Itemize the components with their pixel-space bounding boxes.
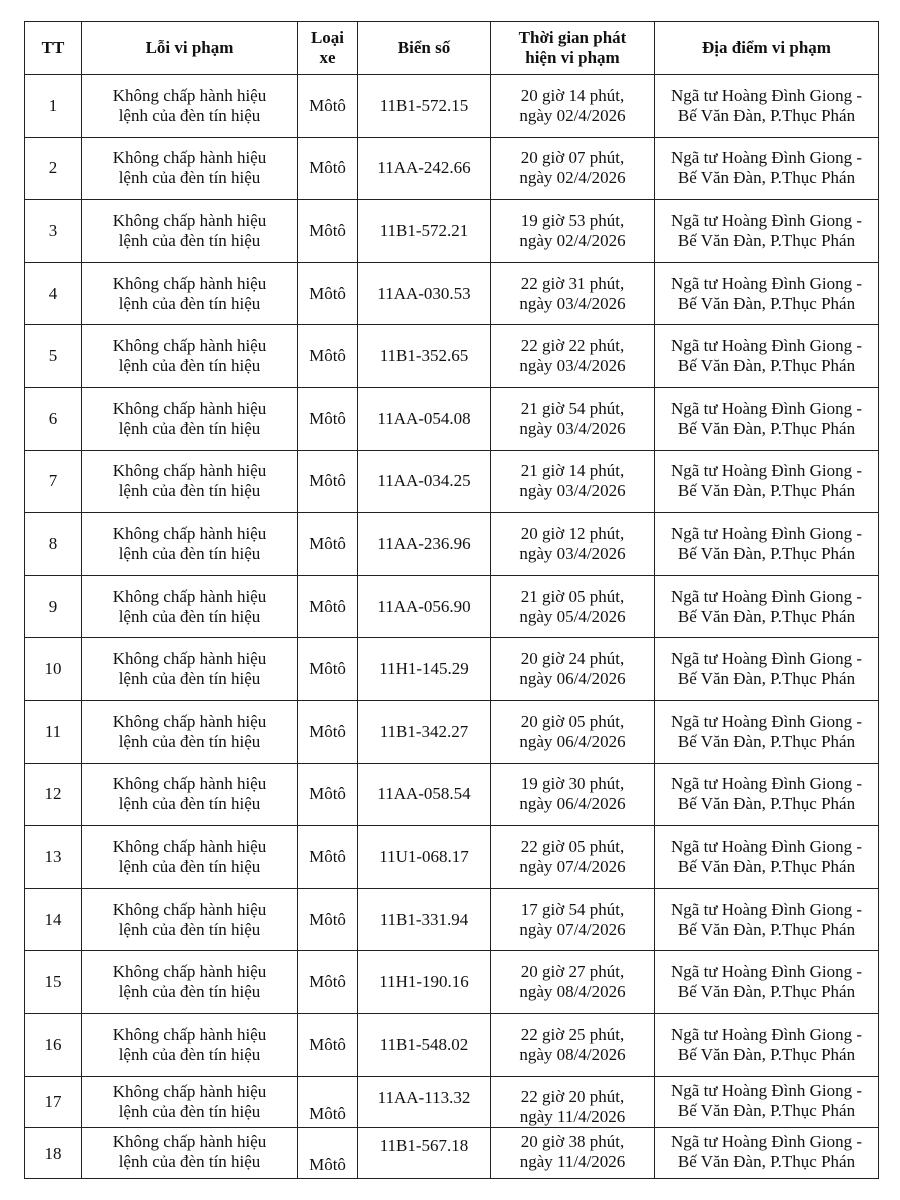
time-cell [491, 575, 655, 638]
violation-line2: lệnh của đèn tín hiệu [118, 1151, 261, 1171]
place-line1: Ngã tư Hoàng Đình Giong - [671, 1080, 862, 1100]
row-index: 3 [25, 200, 82, 263]
place-line2: Bế Văn Đàn, P.Thục Phán [677, 543, 856, 563]
time-cell [491, 638, 655, 701]
place-line1: Ngã tư Hoàng Đình Giong - [671, 273, 862, 293]
table-row [25, 1127, 879, 1178]
time-line2: ngày 06/4/2026 [519, 669, 626, 689]
table-row [25, 951, 879, 1014]
plate-cell: 11B1-572.15 [358, 75, 491, 138]
row-index: 4 [25, 262, 82, 325]
time-line1: 20 giờ 38 phút, [520, 1131, 625, 1151]
place-line1: Ngã tư Hoàng Đình Giong - [671, 1131, 862, 1151]
plate-cell: 11U1-068.17 [358, 826, 491, 889]
violation-cell [82, 450, 298, 513]
time-line2: ngày 02/4/2026 [519, 168, 626, 188]
place-cell [655, 262, 879, 325]
violation-line2: lệnh của đèn tín hiệu [118, 168, 261, 188]
violation-line2: lệnh của đèn tín hiệu [118, 919, 261, 939]
violation-line1: Không chấp hành hiệu [112, 210, 267, 230]
place-line1: Ngã tư Hoàng Đình Giong - [671, 649, 862, 669]
time-cell [491, 826, 655, 889]
place-line2: Bế Văn Đàn, P.Thục Phán [677, 669, 856, 689]
violation-line2: lệnh của đèn tín hiệu [118, 105, 261, 125]
violation-line2: lệnh của đèn tín hiệu [118, 293, 261, 313]
time-line1: 20 giờ 14 phút, [520, 85, 625, 105]
time-line2: ngày 11/4/2026 [519, 1106, 626, 1126]
table-row [25, 450, 879, 513]
vehicle-type-cell: Môtô [298, 450, 358, 513]
place-line1: Ngã tư Hoàng Đình Giong - [671, 774, 862, 794]
time-line1: 22 giờ 20 phút, [520, 1086, 625, 1106]
violation-line1: Không chấp hành hiệu [112, 336, 267, 356]
plate-cell: 11AA-034.25 [358, 450, 491, 513]
vehicle-type-cell: Môtô [298, 826, 358, 889]
vehicle-type-cell: Môtô [298, 763, 358, 826]
vehicle-type-cell: Môtô [298, 951, 358, 1014]
time-cell [491, 763, 655, 826]
violation-cell [82, 951, 298, 1014]
plate-cell: 11B1-352.65 [358, 325, 491, 388]
violation-cell [82, 1127, 298, 1178]
violation-line1: Không chấp hành hiệu [112, 461, 267, 481]
time-line2: ngày 08/4/2026 [519, 1044, 626, 1064]
time-cell [491, 513, 655, 576]
plate-cell: 11H1-145.29 [358, 638, 491, 701]
row-index: 13 [25, 826, 82, 889]
plate-cell: 11B1-548.02 [358, 1013, 491, 1076]
plate-cell: 11H1-190.16 [358, 951, 491, 1014]
time-cell [491, 1127, 655, 1178]
violation-cell [82, 387, 298, 450]
violation-cell [82, 638, 298, 701]
time-line2: ngày 11/4/2026 [519, 1151, 626, 1171]
violation-cell [82, 700, 298, 763]
place-line2: Bế Văn Đàn, P.Thục Phán [677, 356, 856, 376]
place-line2: Bế Văn Đàn, P.Thục Phán [677, 418, 856, 438]
place-line1: Ngã tư Hoàng Đình Giong - [671, 210, 862, 230]
row-index: 6 [25, 387, 82, 450]
violation-line2: lệnh của đèn tín hiệu [118, 1044, 261, 1064]
vehicle-type-cell: Môtô [298, 888, 358, 951]
violation-cell [82, 325, 298, 388]
time-line2: ngày 03/4/2026 [519, 543, 626, 563]
place-cell [655, 638, 879, 701]
violation-line1: Không chấp hành hiệu [112, 899, 267, 919]
plate-cell: 11AA-113.32 [358, 1076, 491, 1127]
time-cell [491, 1013, 655, 1076]
time-line2: ngày 07/4/2026 [519, 856, 626, 876]
row-index: 12 [25, 763, 82, 826]
time-line1: 22 giờ 31 phút, [520, 273, 625, 293]
vehicle-type-cell: Môtô [298, 1076, 358, 1127]
place-cell [655, 951, 879, 1014]
time-line2: ngày 08/4/2026 [519, 982, 626, 1002]
plate-cell: 11B1-331.94 [358, 888, 491, 951]
vehicle-type-cell: Môtô [298, 700, 358, 763]
vehicle-type-cell: Môtô [298, 638, 358, 701]
violation-line1: Không chấp hành hiệu [112, 711, 267, 731]
plate-cell: 11B1-342.27 [358, 700, 491, 763]
violation-line2: lệnh của đèn tín hiệu [118, 543, 261, 563]
time-line2: ngày 07/4/2026 [519, 919, 626, 939]
place-line2: Bế Văn Đàn, P.Thục Phán [677, 731, 856, 751]
row-index: 9 [25, 575, 82, 638]
table-row [25, 513, 879, 576]
time-line1: 19 giờ 30 phút, [520, 774, 625, 794]
header-time-line1: Thời gian phát [518, 28, 627, 47]
time-line2: ngày 02/4/2026 [519, 230, 626, 250]
header-plate: Biển số [358, 22, 491, 75]
time-cell [491, 1076, 655, 1127]
table-row [25, 575, 879, 638]
time-line2: ngày 03/4/2026 [519, 356, 626, 376]
place-line2: Bế Văn Đàn, P.Thục Phán [677, 168, 856, 188]
place-cell [655, 1013, 879, 1076]
row-index: 7 [25, 450, 82, 513]
place-line1: Ngã tư Hoàng Đình Giong - [671, 461, 862, 481]
plate-cell: 11AA-242.66 [358, 137, 491, 200]
row-index: 15 [25, 951, 82, 1014]
place-line2: Bế Văn Đàn, P.Thục Phán [677, 293, 856, 313]
plate-cell: 11AA-054.08 [358, 387, 491, 450]
vehicle-type-cell: Môtô [298, 325, 358, 388]
violation-line1: Không chấp hành hiệu [112, 1081, 267, 1101]
violations-table [24, 21, 879, 1179]
place-cell [655, 325, 879, 388]
row-index: 17 [25, 1076, 82, 1127]
place-cell [655, 888, 879, 951]
place-line1: Ngã tư Hoàng Đình Giong - [671, 148, 862, 168]
place-cell [655, 137, 879, 200]
vehicle-type-cell: Môtô [298, 137, 358, 200]
violation-line2: lệnh của đèn tín hiệu [118, 230, 261, 250]
vehicle-type-cell: Môtô [298, 1127, 358, 1178]
header-index: TT [25, 22, 82, 75]
table-row [25, 325, 879, 388]
place-line2: Bế Văn Đàn, P.Thục Phán [677, 982, 856, 1002]
vehicle-type-cell: Môtô [298, 262, 358, 325]
place-cell [655, 826, 879, 889]
header-time [491, 22, 655, 75]
table-row [25, 1076, 879, 1127]
place-line1: Ngã tư Hoàng Đình Giong - [671, 398, 862, 418]
violation-line1: Không chấp hành hiệu [112, 649, 267, 669]
violation-cell [82, 262, 298, 325]
place-line2: Bế Văn Đàn, P.Thục Phán [677, 481, 856, 501]
vehicle-type-cell: Môtô [298, 75, 358, 138]
violation-line2: lệnh của đèn tín hiệu [118, 1101, 261, 1121]
table-header [25, 22, 879, 75]
violation-line1: Không chấp hành hiệu [112, 586, 267, 606]
time-cell [491, 888, 655, 951]
place-line1: Ngã tư Hoàng Đình Giong - [671, 85, 862, 105]
table-row [25, 763, 879, 826]
header-time-line2: hiện vi phạm [525, 48, 620, 67]
time-line2: ngày 03/4/2026 [519, 481, 626, 501]
row-index: 10 [25, 638, 82, 701]
plate-cell: 11B1-572.21 [358, 200, 491, 263]
place-cell [655, 387, 879, 450]
place-line2: Bế Văn Đàn, P.Thục Phán [677, 606, 856, 626]
place-cell [655, 513, 879, 576]
time-line2: ngày 06/4/2026 [519, 794, 626, 814]
time-line1: 22 giờ 05 phút, [520, 836, 625, 856]
row-index: 14 [25, 888, 82, 951]
place-cell [655, 200, 879, 263]
time-line1: 19 giờ 53 phút, [520, 210, 625, 230]
vehicle-type-cell: Môtô [298, 513, 358, 576]
time-line1: 20 giờ 05 phút, [520, 711, 625, 731]
violation-line2: lệnh của đèn tín hiệu [118, 856, 261, 876]
violation-cell [82, 826, 298, 889]
time-line1: 20 giờ 27 phút, [520, 962, 625, 982]
table-row [25, 137, 879, 200]
time-cell [491, 75, 655, 138]
violation-cell [82, 575, 298, 638]
place-line2: Bế Văn Đàn, P.Thục Phán [677, 1100, 856, 1120]
place-cell [655, 1127, 879, 1178]
time-line1: 20 giờ 12 phút, [520, 523, 625, 543]
row-index: 1 [25, 75, 82, 138]
time-line2: ngày 05/4/2026 [519, 606, 626, 626]
time-line2: ngày 03/4/2026 [519, 418, 626, 438]
row-index: 8 [25, 513, 82, 576]
plate-cell: 11AA-056.90 [358, 575, 491, 638]
time-line1: 22 giờ 25 phút, [520, 1024, 625, 1044]
violation-line1: Không chấp hành hiệu [112, 774, 267, 794]
plate-cell: 11AA-030.53 [358, 262, 491, 325]
violation-cell [82, 1076, 298, 1127]
place-cell [655, 700, 879, 763]
violation-line2: lệnh của đèn tín hiệu [118, 356, 261, 376]
place-line1: Ngã tư Hoàng Đình Giong - [671, 711, 862, 731]
time-line1: 21 giờ 14 phút, [520, 461, 625, 481]
place-line1: Ngã tư Hoàng Đình Giong - [671, 523, 862, 543]
violation-line1: Không chấp hành hiệu [112, 1131, 267, 1151]
place-line2: Bế Văn Đàn, P.Thục Phán [677, 919, 856, 939]
header-violation: Lỗi vi phạm [82, 22, 298, 75]
table-row [25, 1013, 879, 1076]
time-line1: 21 giờ 05 phút, [520, 586, 625, 606]
row-index: 16 [25, 1013, 82, 1076]
violation-line2: lệnh của đèn tín hiệu [118, 606, 261, 626]
time-cell [491, 951, 655, 1014]
time-cell [491, 387, 655, 450]
place-line1: Ngã tư Hoàng Đình Giong - [671, 836, 862, 856]
time-line1: 22 giờ 22 phút, [520, 336, 625, 356]
plate-cell: 11B1-567.18 [358, 1127, 491, 1178]
time-line1: 20 giờ 24 phút, [520, 649, 625, 669]
time-cell [491, 450, 655, 513]
violation-cell [82, 888, 298, 951]
place-line1: Ngã tư Hoàng Đình Giong - [671, 1024, 862, 1044]
violation-line2: lệnh của đèn tín hiệu [118, 669, 261, 689]
violation-line1: Không chấp hành hiệu [112, 148, 267, 168]
table-row [25, 638, 879, 701]
violation-line1: Không chấp hành hiệu [112, 836, 267, 856]
place-line2: Bế Văn Đàn, P.Thục Phán [677, 1044, 856, 1064]
violation-line1: Không chấp hành hiệu [112, 273, 267, 293]
header-place: Địa điểm vi phạm [655, 22, 879, 75]
violation-cell [82, 75, 298, 138]
row-index: 2 [25, 137, 82, 200]
vehicle-type-cell: Môtô [298, 1013, 358, 1076]
vehicle-type-cell: Môtô [298, 200, 358, 263]
violation-line2: lệnh của đèn tín hiệu [118, 418, 261, 438]
time-line2: ngày 03/4/2026 [519, 293, 626, 313]
place-line1: Ngã tư Hoàng Đình Giong - [671, 899, 862, 919]
violation-cell [82, 1013, 298, 1076]
row-index: 5 [25, 325, 82, 388]
place-cell [655, 75, 879, 138]
place-line1: Ngã tư Hoàng Đình Giong - [671, 336, 862, 356]
violation-cell [82, 137, 298, 200]
vehicle-type-cell: Môtô [298, 575, 358, 638]
row-index: 11 [25, 700, 82, 763]
violation-cell [82, 513, 298, 576]
table-row [25, 75, 879, 138]
place-cell [655, 1076, 879, 1127]
table-body [25, 75, 879, 1179]
header-row [25, 22, 879, 75]
place-line2: Bế Văn Đàn, P.Thục Phán [677, 1151, 856, 1171]
time-cell [491, 325, 655, 388]
place-line1: Ngã tư Hoàng Đình Giong - [671, 586, 862, 606]
header-vehicle-line2: xe [319, 48, 336, 67]
header-vehicle-type [298, 22, 358, 75]
place-line2: Bế Văn Đàn, P.Thục Phán [677, 230, 856, 250]
header-vehicle-line1: Loại [310, 28, 345, 47]
time-cell [491, 200, 655, 263]
violation-line1: Không chấp hành hiệu [112, 85, 267, 105]
place-line2: Bế Văn Đàn, P.Thục Phán [677, 105, 856, 125]
table-row [25, 826, 879, 889]
violation-cell [82, 200, 298, 263]
place-cell [655, 763, 879, 826]
plate-cell: 11AA-236.96 [358, 513, 491, 576]
violation-line1: Không chấp hành hiệu [112, 1024, 267, 1044]
table-row [25, 700, 879, 763]
time-line2: ngày 06/4/2026 [519, 731, 626, 751]
time-line1: 21 giờ 54 phút, [520, 398, 625, 418]
time-line2: ngày 02/4/2026 [519, 105, 626, 125]
plate-cell: 11AA-058.54 [358, 763, 491, 826]
place-cell [655, 450, 879, 513]
violation-line2: lệnh của đèn tín hiệu [118, 794, 261, 814]
table-row [25, 387, 879, 450]
violation-line1: Không chấp hành hiệu [112, 523, 267, 543]
place-cell [655, 575, 879, 638]
table-row [25, 888, 879, 951]
time-line1: 17 giờ 54 phút, [520, 899, 625, 919]
place-line1: Ngã tư Hoàng Đình Giong - [671, 962, 862, 982]
time-cell [491, 137, 655, 200]
time-line1: 20 giờ 07 phút, [520, 148, 625, 168]
time-cell [491, 262, 655, 325]
time-cell [491, 700, 655, 763]
place-line2: Bế Văn Đàn, P.Thục Phán [677, 794, 856, 814]
violation-line2: lệnh của đèn tín hiệu [118, 731, 261, 751]
place-line2: Bế Văn Đàn, P.Thục Phán [677, 856, 856, 876]
table-row [25, 200, 879, 263]
vehicle-type-cell: Môtô [298, 387, 358, 450]
violation-cell [82, 763, 298, 826]
violation-line2: lệnh của đèn tín hiệu [118, 481, 261, 501]
violation-line2: lệnh của đèn tín hiệu [118, 982, 261, 1002]
table-row [25, 262, 879, 325]
row-index: 18 [25, 1127, 82, 1178]
violation-line1: Không chấp hành hiệu [112, 962, 267, 982]
violation-line1: Không chấp hành hiệu [112, 398, 267, 418]
